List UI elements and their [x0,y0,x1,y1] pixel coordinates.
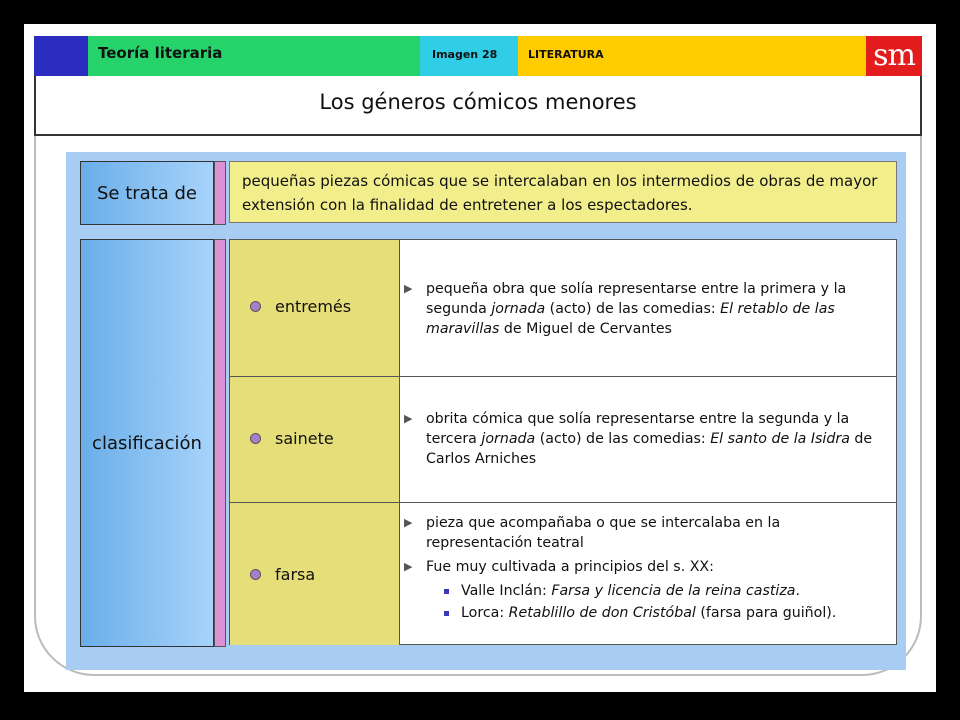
classification-label-box [80,239,214,647]
title-box [34,76,922,136]
genre-description: ▶ pequeña obra que solía representarse entre la primera y la segunda jornada (acto) de las comedias: El retablo de las maravillas de Miguel de Cervantes [404,281,847,337]
table-row-entremes [230,240,896,376]
flag-arrow-icon: ▶ [404,282,413,295]
farsa-example-lorca: Lorca: Retablillo de don Cristóbal (farsa para guiñol). [412,603,882,623]
square-bullet-icon [444,611,449,616]
classification-label: clasificación [92,432,202,454]
classification-table [229,239,897,645]
page-title: Los géneros cómicos menores [319,90,637,114]
definition-text: pequeñas piezas cómicas que se intercalaban en los intermedios de obras de mayor extensión con la finalidad de entretener a los espectadores. [229,161,897,223]
header-image-label: Imagen 28 [432,48,498,61]
genre-sainete [250,429,334,448]
header-subject-label: LITERATURA [528,48,604,61]
header-section-label: Teoría literaria [98,44,223,62]
definition-label: Se trata de [96,182,198,204]
slide [24,24,936,692]
header-blue-block [34,36,88,76]
genre-label: sainete [275,429,334,448]
table-row-farsa [230,502,896,645]
flag-arrow-icon: ▶ [404,412,413,425]
sm-logo: sm [866,36,922,76]
genre-label: entremés [275,297,352,316]
flag-arrow-icon: ▶ [404,516,413,529]
bullet-dot-icon [250,301,261,312]
definition-pink-bar [214,161,226,225]
genre-label: farsa [275,565,316,584]
genre-entremes [250,297,351,316]
genre-description: ▶ obrita cómica que solía representarse entre la segunda y la tercera jornada (acto) de las comedias: El santo de la Isidra de Carlos Arniches [404,411,873,467]
bullet-dot-icon [250,433,261,444]
genre-farsa [250,565,315,584]
square-bullet-icon [444,589,449,594]
farsa-example-valle: Valle Inclán: Farsa y licencia de la reina castiza. [412,581,882,601]
genre-description: ▶ pieza que acompañaba o que se intercalaba en la representación teatral ▶ Fue muy cultivada a principios del s. XX: Valle Inclán: Farsa y licencia de la reina castiza. Lorca: Retablillo de don Cristóbal (farsa para guiñol). [412,513,882,623]
bullet-dot-icon [250,569,261,580]
definition-label-box [80,161,214,225]
classification-pink-bar [214,239,226,647]
table-row-sainete [230,376,896,503]
flag-arrow-icon: ▶ [404,560,413,573]
